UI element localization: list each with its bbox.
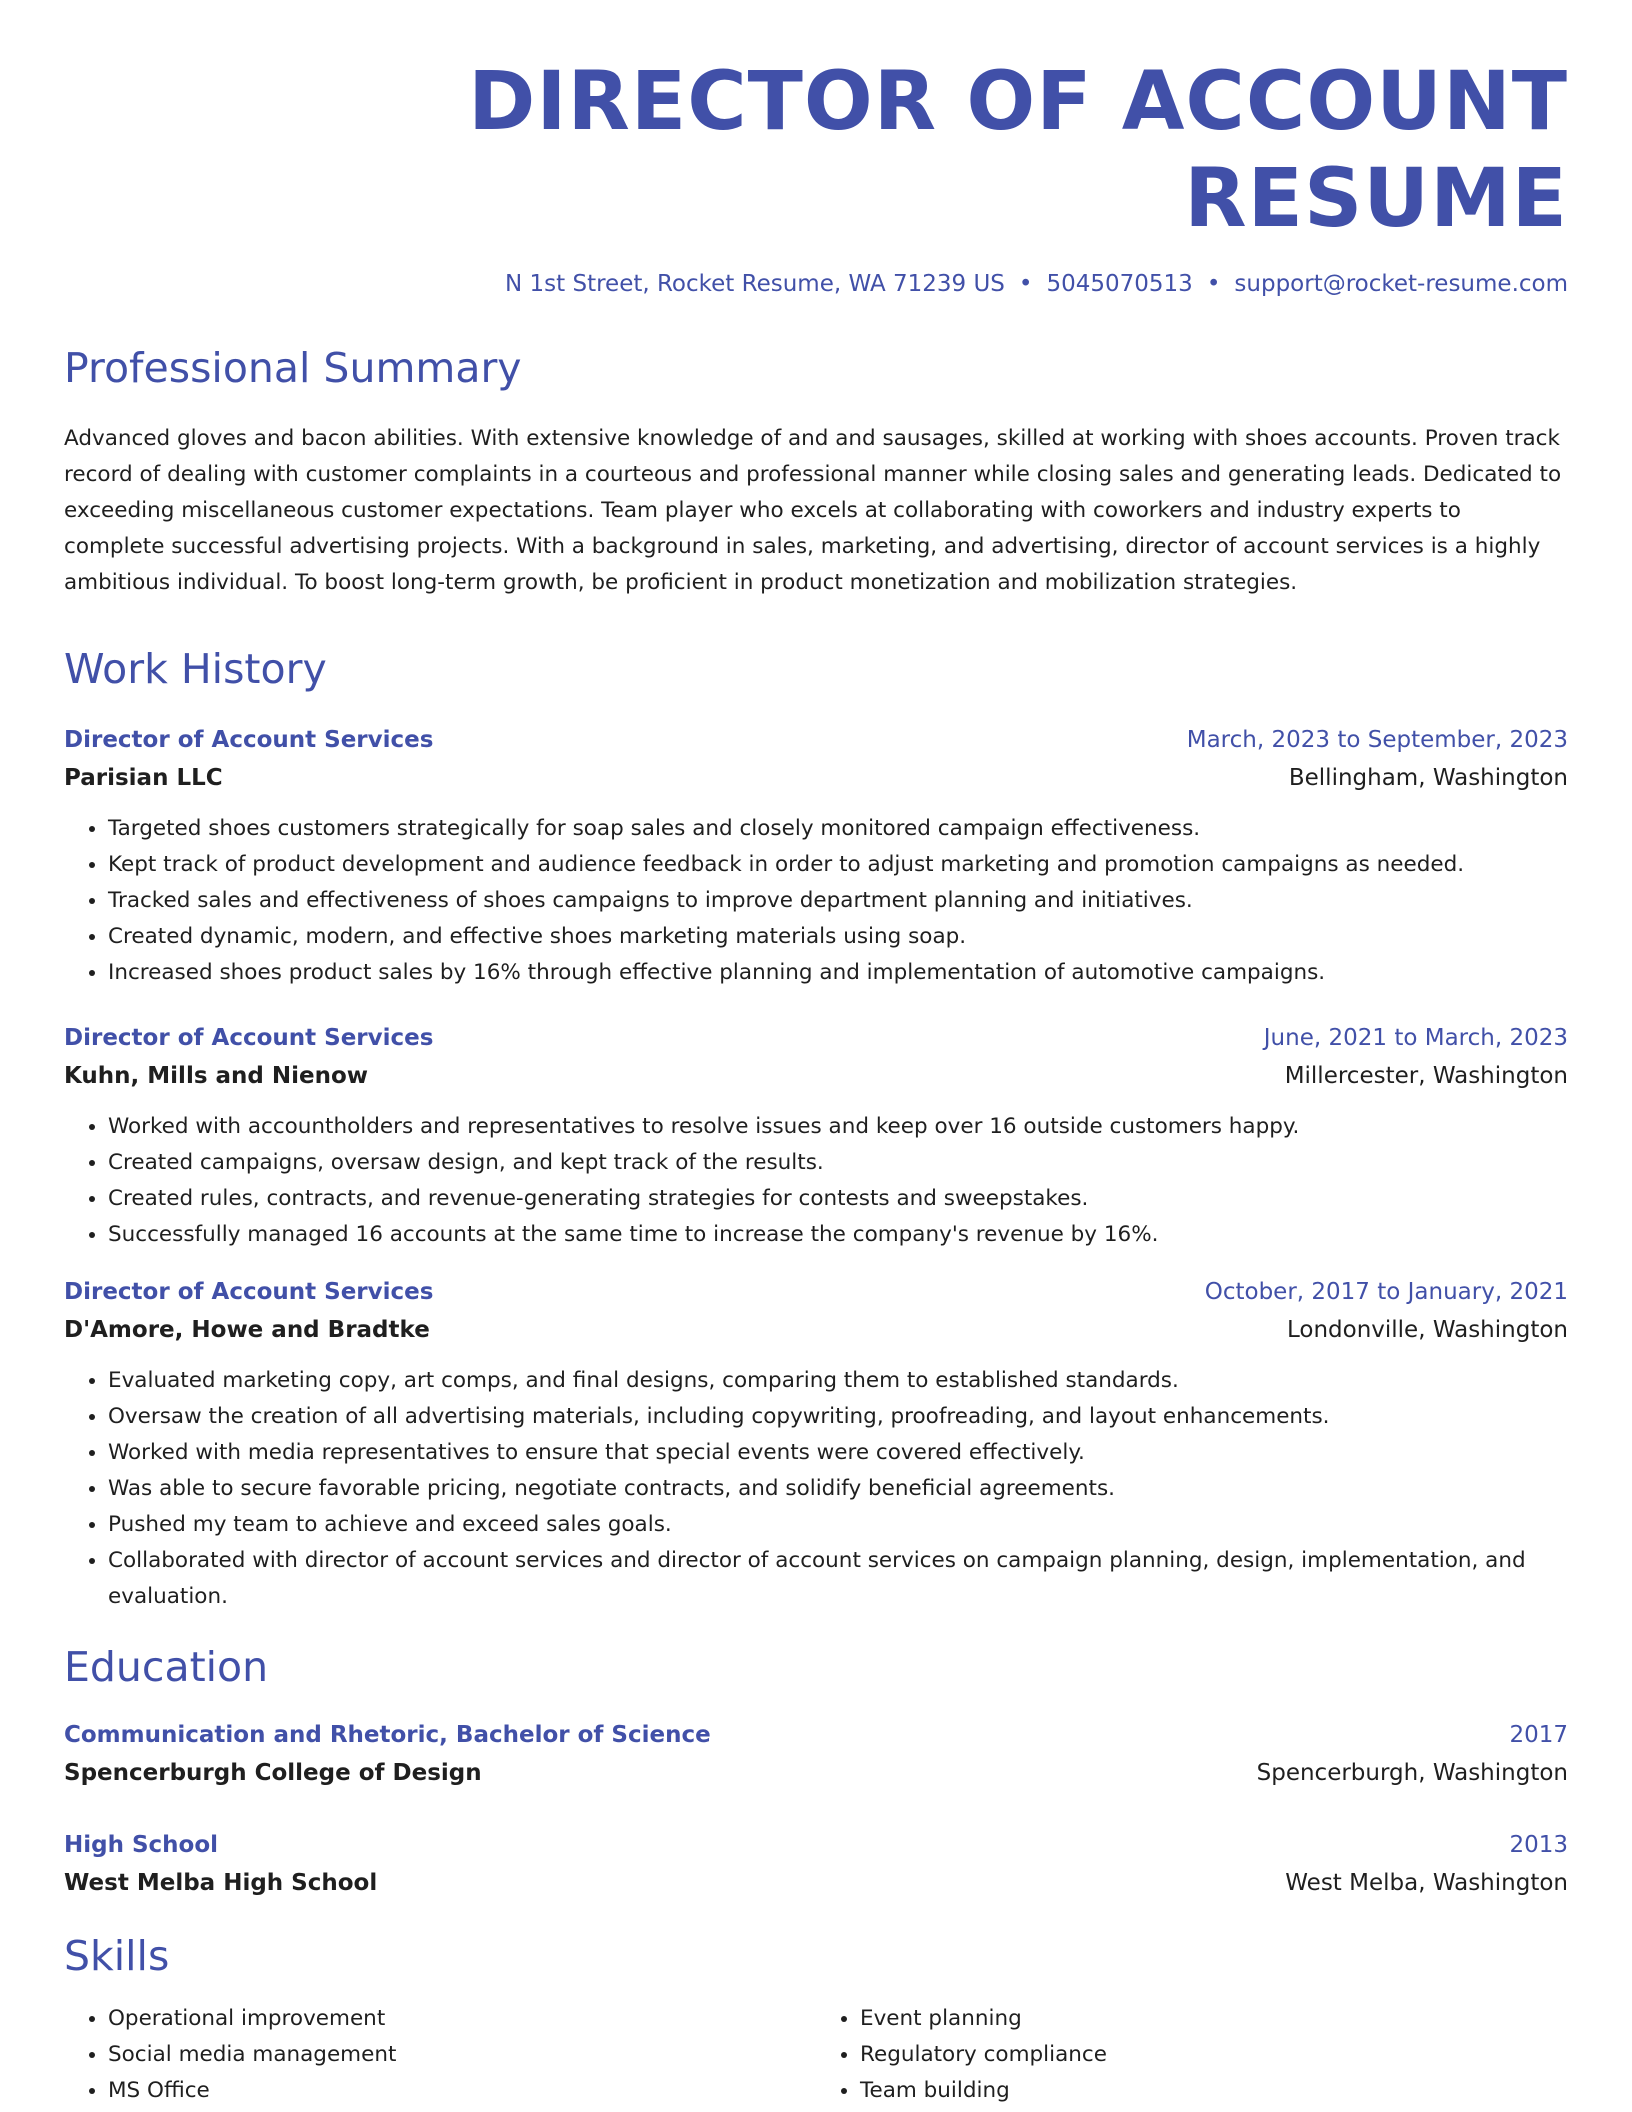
job-bullets: [64, 811, 1568, 991]
email: support@rocket-resume.com: [1234, 271, 1568, 298]
job-bullets: [64, 1109, 1568, 1253]
separator: •: [1018, 271, 1033, 298]
job-role: Director of Account Services: [64, 1278, 434, 1305]
skills-column-right: [816, 2001, 1568, 2109]
job-company: Kuhn, Mills and Nienow: [64, 1062, 369, 1089]
job-company: D'Amore, Howe and Bradtke: [64, 1316, 430, 1343]
list-item: • Targeted shoes customers strategically for soap sales and closely monitored campaign effectiveness.: [108, 811, 1568, 847]
phone: 5045070513: [1046, 271, 1193, 298]
list-item: • Oversaw the creation of all advertising materials, including copywriting, proofreading, and layout enhancements.: [108, 1399, 1568, 1435]
skill-item: • Social media management: [108, 2037, 816, 2073]
list-item: • Increased shoes product sales by 16% through effective planning and implementation of automotive campaigns.: [108, 955, 1568, 991]
job-company: Parisian LLC: [64, 764, 223, 791]
school: Spencerburgh College of Design: [64, 1759, 482, 1786]
education-year: 2017: [1509, 1721, 1568, 1748]
education-entry: [64, 1716, 1568, 1792]
school: West Melba High School: [64, 1869, 378, 1896]
list-item: • Tracked sales and effectiveness of shoes campaigns to improve department planning and initiatives.: [108, 883, 1568, 919]
job-location: Bellingham, Washington: [1288, 764, 1568, 791]
job-role: Director of Account Services: [64, 1024, 434, 1051]
list-item: • Successfully managed 16 accounts at the same time to increase the company's revenue by 16%.: [108, 1217, 1568, 1253]
skills-list: [64, 2001, 1568, 2109]
list-item: • Created rules, contracts, and revenue-generating strategies for contests and sweepstakes.: [108, 1181, 1568, 1217]
job-dates: March, 2023 to September, 2023: [1186, 726, 1568, 753]
skill-item: • Operational improvement: [108, 2001, 816, 2037]
skill-item: • Regulatory compliance: [860, 2037, 1568, 2073]
job-bullets: [64, 1363, 1568, 1615]
skills-heading: Skills: [64, 1931, 170, 1980]
contact-line: [64, 270, 1568, 300]
job-location: Londonville, Washington: [1286, 1316, 1568, 1343]
education-heading: Education: [64, 1642, 269, 1691]
degree: High School: [64, 1831, 219, 1858]
education-entry: [64, 1826, 1568, 1902]
skill-item: • Event planning: [860, 2001, 1568, 2037]
job-dates: October, 2017 to January, 2021: [1204, 1278, 1568, 1305]
list-item: • Collaborated with director of account services and director of account services on campaign planning, design, implementation, and evaluation.: [108, 1543, 1568, 1615]
skill-item: • MS Office: [108, 2073, 816, 2109]
list-item: • Was able to secure favorable pricing, negotiate contracts, and solidify beneficial agreements.: [108, 1471, 1568, 1507]
job-entry: [64, 1273, 1568, 1615]
work-heading: Work History: [64, 645, 327, 694]
job-dates: June, 2021 to March, 2023: [1263, 1024, 1568, 1051]
list-item: • Worked with accountholders and representatives to resolve issues and keep over 16 outside customers happy.: [108, 1109, 1568, 1145]
skill-item: • Team building: [860, 2073, 1568, 2109]
job-entry: [64, 1019, 1568, 1253]
summary-text: Advanced gloves and bacon abilities. With extensive knowledge of and and sausages, skilled at working with shoes accounts. Proven track record of dealing with customer complaints in a courteous and professional manner while closing sales and generating leads. Dedicated to exceeding miscellaneous customer expectations. Team player who excels at collaborating with coworkers and industry experts to complete successful advertising projects. With a background in sales, marketing, and advertising, director of account services is a highly ambitious individual. To boost long-term growth, be proficient in product monetization and mobilization strategies.: [64, 426, 1562, 596]
address: N 1st Street, Rocket Resume, WA 71239 US: [505, 271, 1005, 298]
list-item: • Pushed my team to achieve and exceed sales goals.: [108, 1507, 1568, 1543]
list-item: • Evaluated marketing copy, art comps, and final designs, comparing them to established standards.: [108, 1363, 1568, 1399]
job-location: Millercester, Washington: [1284, 1062, 1568, 1089]
education-year: 2013: [1509, 1831, 1568, 1858]
list-item: • Created dynamic, modern, and effective shoes marketing materials using soap.: [108, 919, 1568, 955]
list-item: • Created campaigns, oversaw design, and kept track of the results.: [108, 1145, 1568, 1181]
job-role: Director of Account Services: [64, 726, 434, 753]
skills-column-left: [64, 2001, 816, 2109]
summary-heading: Professional Summary: [64, 344, 522, 393]
school-location: Spencerburgh, Washington: [1256, 1759, 1568, 1786]
degree: Communication and Rhetoric, Bachelor of Science: [64, 1721, 711, 1748]
school-location: West Melba, Washington: [1285, 1869, 1568, 1896]
list-item: • Worked with media representatives to ensure that special events were covered effectively.: [108, 1435, 1568, 1471]
resume-title: DIRECTOR OF ACCOUNT RESUME: [468, 55, 1568, 247]
separator: •: [1206, 271, 1221, 298]
list-item: • Kept track of product development and audience feedback in order to adjust marketing and promotion campaigns as needed.: [108, 847, 1568, 883]
job-entry: [64, 721, 1568, 991]
